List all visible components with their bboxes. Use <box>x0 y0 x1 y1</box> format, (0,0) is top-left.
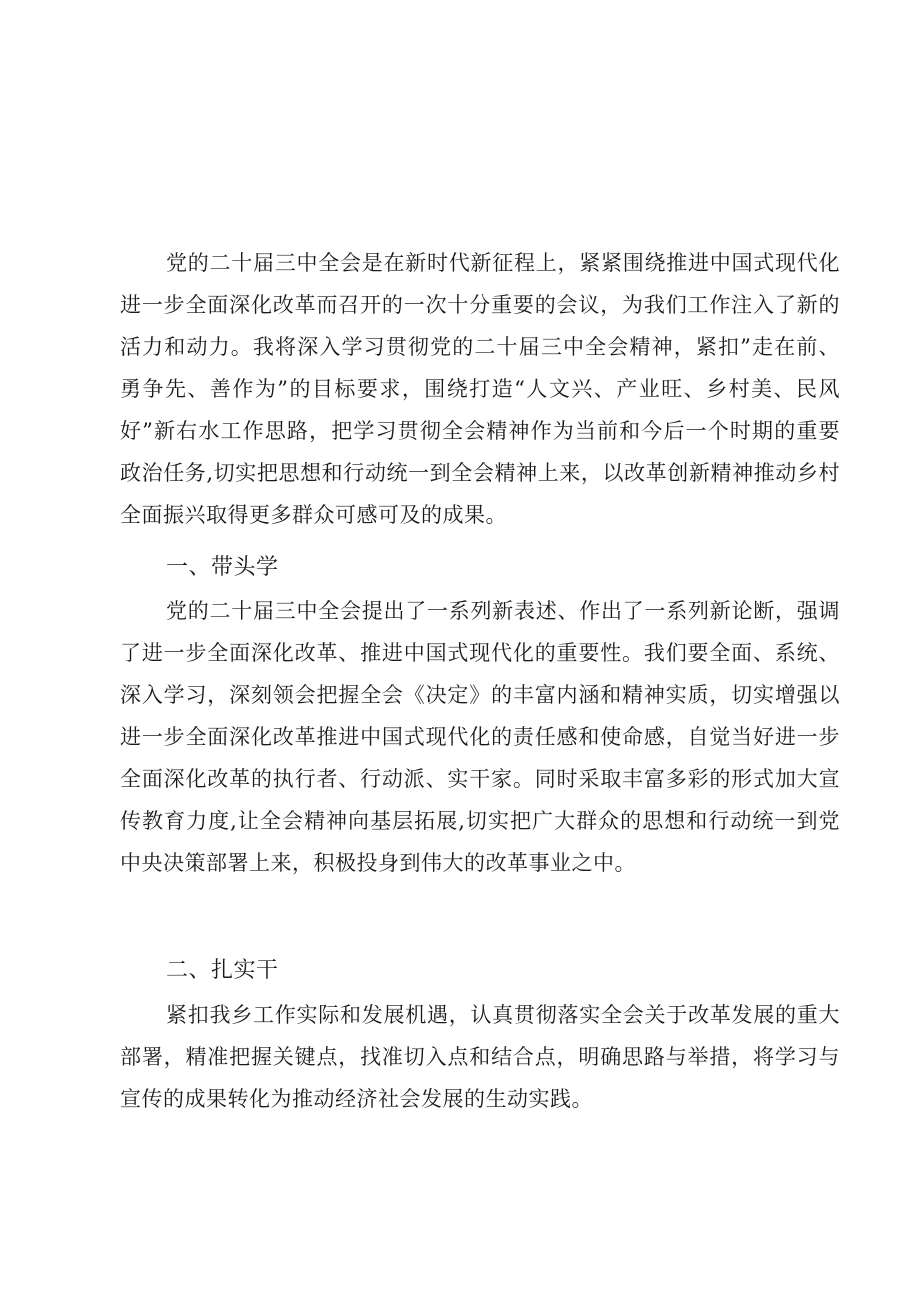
intro-paragraph: 党的二十届三中全会是在新时代新征程上，紧紧围绕推进中国式现代化进一步全面深化改革而召开的一次十分重要的会议，为我们工作注入了新的活力和动力。我将深入学习贯彻党的二十届三中全会精神，紧扣”走在前、勇争先、善作为”的目标要求，围绕打造“人文兴、产业旺、乡村美、民风好”新右水工作思路，把学习贯彻全会精神作为当前和今后一个时期的重要政治任务,切实把思想和行动统一到全会精神上来，以改革创新精神推动乡村全面振兴取得更多群众可感可及的成果。 <box>120 251 840 527</box>
section-heading-1: 一、带头学 <box>166 555 279 580</box>
section-body-1: 党的二十届三中全会提出了一系列新表述、作出了一系列新论断，强调了进一步全面深化改革、推进中国式现代化的重要性。我们要全面、系统、深入学习，深刻领会把握全会《决定》的丰富内涵和精神实质，切实增强以进一步全面深化改革推进中国式现代化的责任感和使命感，自觉当好进一步全面深化改革的执行者、行动派、实干家。同时采取丰富多彩的形式加大宣传教育力度,让全会精神向基层拓展,切实把广大群众的思想和行动统一到党中央决策部署上来，积极投身到伟大的改革事业之中。 <box>120 599 840 875</box>
section-heading-2: 二、扎实干 <box>166 958 279 983</box>
section-body-2: 紧扣我乡工作实际和发展机遇，认真贯彻落实全会关于改革发展的重大部署，精准把握关键点，找准切入点和结合点，明确思路与举措，将学习与宣传的成果转化为推动经济社会发展的生动实践。 <box>120 1003 840 1111</box>
